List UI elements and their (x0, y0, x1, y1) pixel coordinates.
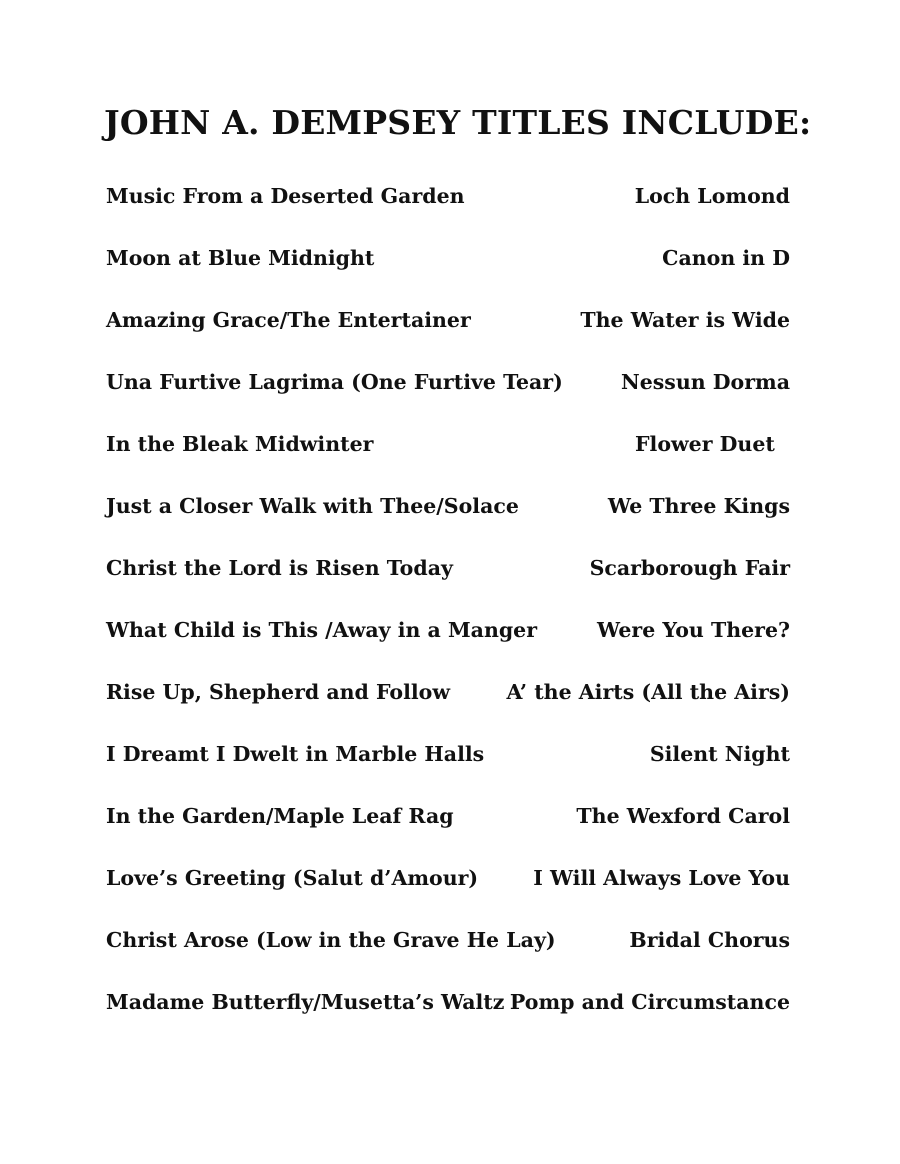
title-row (106, 987, 790, 1049)
left-title: In the Garden/Maple Leaf Rag (106, 804, 454, 828)
title-row (106, 491, 790, 553)
right-title: Pomp and Circumstance (509, 990, 790, 1014)
title-row (106, 305, 790, 367)
right-title: Flower Duet (635, 432, 775, 456)
title-row (106, 553, 790, 615)
right-title: I Will Always Love You (533, 866, 790, 890)
title-row (106, 925, 790, 987)
title-row (106, 243, 790, 305)
left-title: I Dreamt I Dwelt in Marble Halls (106, 742, 485, 766)
right-title: Were You There? (597, 618, 790, 642)
left-title: Rise Up, Shepherd and Follow (106, 680, 450, 704)
title-row (106, 801, 790, 863)
left-title: Amazing Grace/The Entertainer (106, 308, 471, 332)
left-title: Una Furtive Lagrima (One Furtive Tear) (106, 370, 563, 394)
right-title: A’ the Airts (All the Airs) (506, 680, 790, 704)
title-row (106, 429, 790, 491)
title-row (106, 739, 790, 801)
title-row (106, 367, 790, 429)
left-title: Christ the Lord is Risen Today (106, 556, 453, 580)
left-title: What Child is This /Away in a Manger (106, 618, 538, 642)
left-title: Madame Butterfly/Musetta’s Waltz (106, 990, 505, 1014)
right-title: Silent Night (649, 742, 790, 766)
right-title: The Wexford Carol (576, 804, 790, 828)
title-row (106, 863, 790, 925)
title-row (106, 677, 790, 739)
left-title: Just a Closer Walk with Thee/Solace (106, 494, 519, 518)
left-title: Music From a Deserted Garden (106, 184, 465, 208)
right-title: Loch Lomond (634, 184, 790, 208)
left-title: Christ Arose (Low in the Grave He Lay) (106, 928, 556, 952)
right-title: Bridal Chorus (629, 928, 790, 952)
title-row (106, 181, 790, 243)
left-title: In the Bleak Midwinter (106, 432, 374, 456)
title-row (106, 615, 790, 677)
right-title: Canon in D (662, 246, 790, 270)
right-title: Nessun Dorma (620, 370, 790, 394)
left-title: Moon at Blue Midnight (106, 246, 375, 270)
right-title: Scarborough Fair (589, 556, 790, 580)
titles-list (106, 181, 790, 1049)
right-title: The Water is Wide (580, 308, 790, 332)
page-title: JOHN A. DEMPSEY TITLES INCLUDE: (104, 103, 812, 142)
left-title: Love’s Greeting (Salut d’Amour) (106, 866, 479, 890)
right-title: We Three Kings (607, 494, 790, 518)
